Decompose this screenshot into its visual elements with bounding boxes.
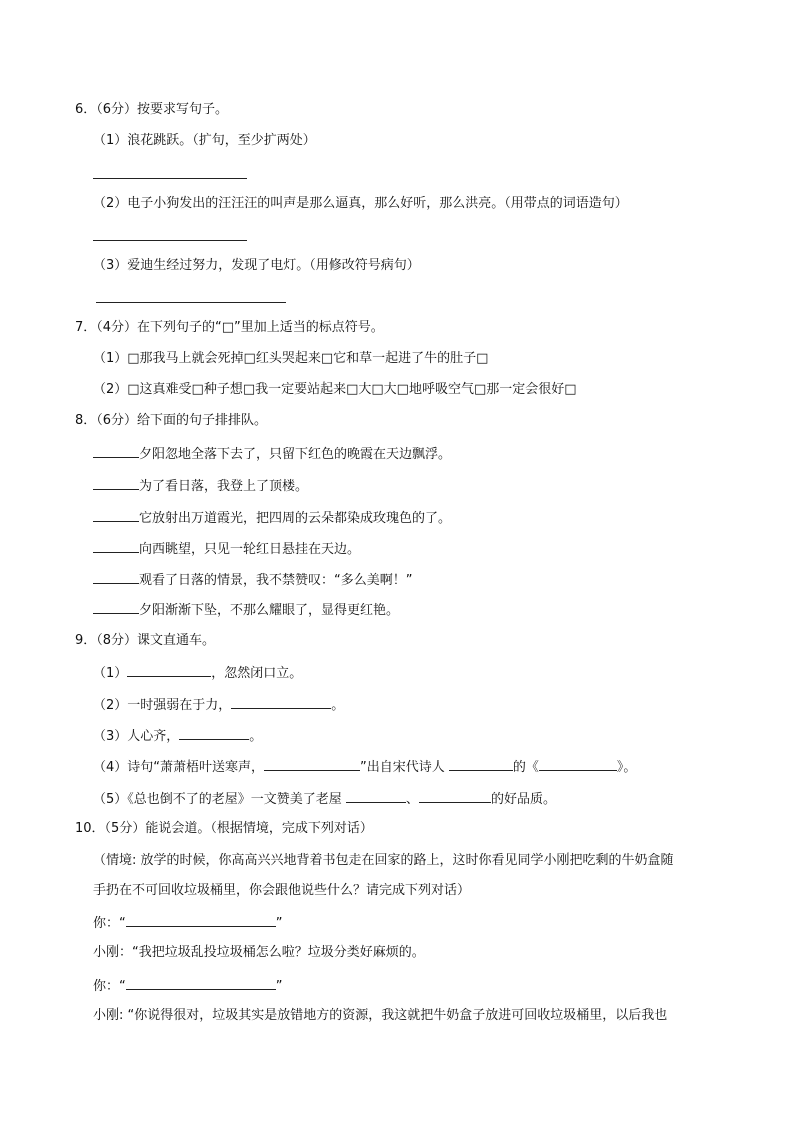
question-9-item-2: （2）一时强弱在于力， 。 [93,698,345,713]
question-9-item-4: （4）诗句“萧萧梧叶送寒声， ”出自宋代诗人 的《 》。 [93,760,637,775]
sentence-order-item: 为了看日落，我登上了顶楼。 [93,477,308,495]
answer-blank[interactable] [346,790,406,803]
answer-blank[interactable] [93,240,247,241]
answer-blank[interactable] [126,914,276,927]
answer-blank[interactable] [93,540,139,553]
sentence-order-item: 观看了日落的情景，我不禁赞叹：“多么美啊！” [93,571,412,589]
question-6-item-3: （3）爱迪生经过努力，发现了电灯。（用修改符号病句） [93,258,420,273]
answer-blank[interactable] [126,977,276,990]
sentence-order-item: 它放射出万道霞光，把四周的云朵都染成玫瑰色的了。 [93,509,451,527]
question-9-item-3: （3）人心齐， 。 [93,729,263,744]
question-6-heading: 6．（6分）按要求写句子。 [75,102,229,117]
dialogue-xiaogang-1: 小刚：“我把垃圾乱投垃圾桶怎么啦？垃圾分类好麻烦的。 [93,945,425,960]
dialogue-you-2: 你：“ ” [93,979,283,994]
question-9-item-1: （1） ，忽然闭口立。 [93,666,303,681]
scenario-text-line-1: （情境: 放学的时候，你高高兴兴地背着书包走在回家的路上，这时你看见同学小刚把吃剩的牛奶盒随 [93,853,674,868]
question-8-heading: 8．（6分）给下面的句子排排队。 [75,413,268,428]
question-9-heading: 9．（8分）课文直通车。 [75,633,216,648]
answer-blank[interactable] [264,758,360,771]
answer-blank[interactable] [96,302,286,303]
answer-blank[interactable] [449,758,513,771]
sentence-order-item: 向西眺望，只见一轮红日悬挂在天边。 [93,540,360,558]
question-6-item-1: （1）浪花跳跃。（扩句，至少扩两处） [93,133,316,148]
question-6-item-2: （2）电子小狗发出的汪汪汪的叫声是那么逼真，那么好听，那么洪亮。（用带点的词语造句） [93,196,628,211]
answer-blank[interactable] [93,445,139,458]
answer-blank[interactable] [93,601,139,614]
sentence-order-item: 夕阳忽地全落下去了，只留下红色的晚霞在天边飘浮。 [93,445,451,463]
question-7-item-2: （2）□这真难受□种子想□我一定要站起来□大□大□地呼吸空气□那一定会很好□ [93,382,577,397]
answer-blank[interactable] [539,758,617,771]
dialogue-xiaogang-2: 小刚: “你说得很对，垃圾其实是放错地方的资源，我这就把牛奶盒子放进可回收垃圾桶里，以后我也 [93,1008,668,1023]
question-7-heading: 7．（4分）在下列句子的“□”里加上适当的标点符号。 [75,320,384,335]
question-7-item-1: （1）□那我马上就会死掉□红头哭起来□它和草一起进了牛的肚子□ [93,351,489,366]
sentence-order-item: 夕阳渐渐下坠，不那么耀眼了，显得更红艳。 [93,601,399,619]
answer-blank[interactable] [93,178,247,179]
question-10-heading: 10．（5分）能说会道。（根据情境，完成下列对话） [75,821,373,836]
dialogue-you-1: 你：“ ” [93,916,283,931]
answer-blank[interactable] [231,696,331,709]
question-9-item-5: （5）《总也倒不了的老屋》一文赞美了老屋 、 的好品质。 [93,792,556,807]
answer-blank[interactable] [179,727,249,740]
answer-blank[interactable] [93,571,139,584]
answer-blank[interactable] [127,664,211,677]
scenario-text-line-2: 手扔在不可回收垃圾桶里，你会跟他说些什么？请完成下列对话） [93,883,471,898]
answer-blank[interactable] [419,790,491,803]
answer-blank[interactable] [93,477,139,490]
answer-blank[interactable] [93,509,139,522]
